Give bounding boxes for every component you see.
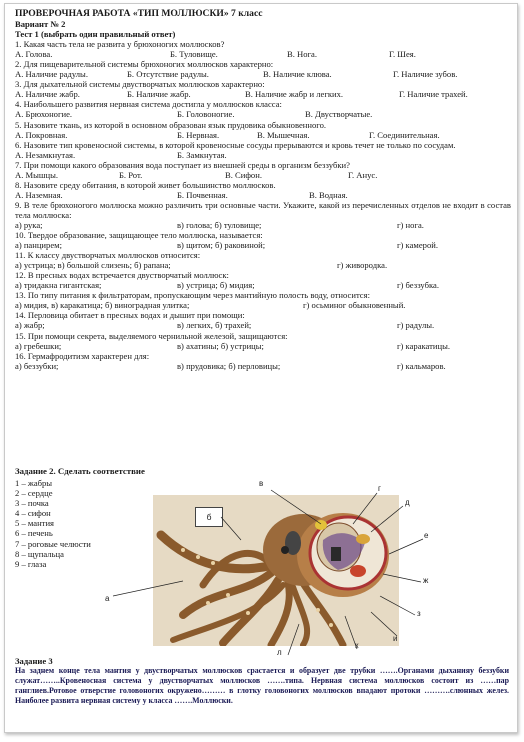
question-text: 5. Назовите ткань, из которой в основном образован язык прудовика обыкновенного.: [15, 119, 327, 130]
legend-item: 6 – печень: [15, 528, 53, 539]
answer-option: а) гребешки;: [15, 340, 62, 351]
answer-option: А. Брюхоногие.: [15, 109, 73, 120]
answer-option: Б. Нервная.: [177, 129, 220, 140]
legend-item: 1 – жабры: [15, 478, 53, 488]
diagram-label-zh: ж: [423, 576, 429, 585]
page-title: ПРОВЕРОЧНАЯ РАБОТА «ТИП МОЛЛЮСКИ» 7 класс: [15, 9, 263, 19]
answer-option: А. Наличие жабр.: [15, 89, 80, 100]
task2-title: Задание 2. Сделать соответствие: [15, 466, 145, 476]
question-text: 3. Для дыхательной системы двустворчатых моллюсков характерно:: [15, 79, 265, 90]
test-heading: Тест 1 (выбрать один правильный ответ): [15, 29, 176, 40]
leader-lines: [5, 4, 517, 732]
legend-item: 4 – сифон: [15, 508, 51, 519]
answer-option: а) тридакна гигантская;: [15, 280, 102, 291]
answer-option: в) щитом; б) раковиной;: [177, 240, 266, 251]
answer-option: в) прудовика; б) перловицы;: [177, 360, 281, 371]
answer-option: г) кальмаров.: [397, 360, 446, 371]
question-text: 13. По типу питания к фильтраторам, пропускающим через мантийную полость воду, относится:: [15, 290, 370, 301]
diagram-label-d: д: [405, 498, 410, 507]
answer-option: В. Мышечная.: [257, 129, 310, 140]
answer-option: в) легких, б) трахей;: [177, 320, 252, 331]
answer-option: А. Покровная.: [15, 129, 68, 140]
diagram-label-g: г: [378, 484, 381, 493]
answer-option: а) мидия, в) каракатица; б) виноградная улитка;: [15, 300, 190, 311]
answer-option: в) ахатины; б) устрицы;: [177, 340, 264, 351]
answer-option: а) панцирем;: [15, 240, 62, 251]
diagram-label-k: к: [355, 641, 359, 650]
question-text: 14. Перловица обитает в пресных водах и дышит при помощи:: [15, 310, 245, 321]
answer-option: а) беззубки;: [15, 360, 59, 371]
diagram-label-e: е: [424, 531, 429, 540]
question-text: 11. К классу двустворчатых моллюсков относится:: [15, 250, 201, 261]
answer-option: Г. Анус.: [348, 169, 378, 180]
diagram-label-v: в: [259, 479, 264, 488]
variant-label: Вариант № 2: [15, 19, 66, 30]
legend-item: 3 – почка: [15, 498, 49, 509]
answer-option: А. Наземная.: [15, 189, 63, 200]
diagram-label-l: л: [277, 648, 282, 657]
answer-option: В. Наличие жабр и легких.: [245, 89, 344, 100]
question-text: 6. Назовите тип кровеносной системы, в которой кровеносные сосуды прерываются и кровь течет не только по сосудам.: [15, 139, 456, 150]
question-text: 2. Для пищеварительной системы брюхоногих моллюсков характерно:: [15, 59, 274, 70]
question-text: 9. В теле брюхоногого моллюска можно различить три основные части. Укажите, какой из перечисленных отделов не входит в состав тела моллюска:: [15, 199, 511, 220]
diagram-label-a: а: [105, 594, 110, 603]
question-text: 12. В пресных водах встречается двустворчатый моллюск:: [15, 270, 229, 281]
question-text: 16. Гермафродитизм характерен для:: [15, 350, 150, 361]
answer-option: В. Двустворчатые.: [305, 109, 373, 120]
task3-text: На заднем конце тела мантия у двустворчатых моллюсков срастается и образует две трубки …….Органами дыханияу беззубки служат……..Кровеносная система у двустворчатых моллюсков …….типа. Нервная система моллюсков состоит из ……пар ганглиев.Ротовое отверстие головоногих окружено……… в глотку головоногих моллюсков впадают протоки ……….слюнных желез. Наиболее развита нервная систему у класса …….Моллюски.: [15, 666, 509, 705]
answer-option: Г. Шея.: [389, 49, 416, 60]
answer-option: Г. Наличие трахей.: [399, 89, 468, 100]
answer-option: А. Голова.: [15, 49, 53, 60]
answer-option: г) каракатицы.: [397, 340, 451, 351]
question-text: 4. Наибольшего развития нервная система достигла у моллюсков класса:: [15, 99, 282, 110]
legend-item: 7 – роговые челюсти: [15, 538, 91, 549]
answer-option: г) беззубка.: [397, 280, 439, 291]
question-text: 10. Твердое образование, защищающее тело моллюска, называется:: [15, 230, 263, 241]
answer-option: В. Водная.: [309, 189, 348, 200]
diagram-label-i: и: [393, 634, 398, 643]
answer-option: г) живородка.: [337, 260, 388, 271]
diagram-label-z: з: [417, 609, 421, 618]
answer-option: г) осьминог обыкновенный.: [303, 300, 406, 311]
answer-option: Г. Соединительная.: [369, 129, 440, 140]
answer-option: А. Незамкнутая.: [15, 149, 76, 160]
task3-title: Задание 3: [15, 656, 53, 666]
answer-option: Г. Наличие зубов.: [393, 69, 458, 80]
task3-section: [15, 656, 509, 706]
legend-item: 8 – щупальца: [15, 548, 64, 559]
question-text: 8. Назовите среду обитания, в которой живет большинство моллюсков.: [15, 179, 276, 190]
worksheet-page: [4, 3, 518, 733]
answer-option: В. Нога.: [287, 49, 318, 60]
answer-option: Б. Рот.: [119, 169, 143, 180]
answer-option: в) устрица; б) мидия;: [177, 280, 255, 291]
answer-option: в) голова; б) туловище;: [177, 219, 262, 230]
answer-option: г) нога.: [397, 219, 424, 230]
answer-option: Б. Отсутствие радулы.: [127, 69, 209, 80]
question-text: 1. Какая часть тела не развита у брюхоногих моллюсков?: [15, 39, 225, 50]
answer-option: В. Сифон.: [225, 169, 262, 180]
legend-item: 2 – сердце: [15, 488, 53, 499]
legend-item: 5 – мантия: [15, 518, 54, 529]
answer-option: А. Мышцы.: [15, 169, 59, 180]
question-text: 15. При помощи секрета, выделяемого чернильной железой, защищаются:: [15, 330, 288, 341]
answer-option: А. Наличие радулы.: [15, 69, 88, 80]
answer-option: г) радулы.: [397, 320, 435, 331]
answer-option: Б. Наличие жабр.: [127, 89, 191, 100]
answer-option: Б. Туловище.: [170, 49, 218, 60]
legend-item: 9 – глаза: [15, 558, 47, 569]
answer-option: Б. Замкнутая.: [177, 149, 227, 160]
question-text: 7. При помощи какого образования вода поступает из внешней среды в организм беззубки?: [15, 159, 350, 170]
answer-option: Б. Головоногие.: [177, 109, 235, 120]
answer-option: а) устрица; в) большой слизень; б) рапана;: [15, 260, 171, 271]
answer-option: Б. Почвенная.: [177, 189, 228, 200]
answer-option: а) рука;: [15, 219, 43, 230]
label-box-b: б: [195, 507, 223, 527]
answer-option: В. Наличие клюва.: [263, 69, 332, 80]
answer-option: а) жабр;: [15, 320, 45, 331]
answer-option: г) камерой.: [397, 240, 438, 251]
